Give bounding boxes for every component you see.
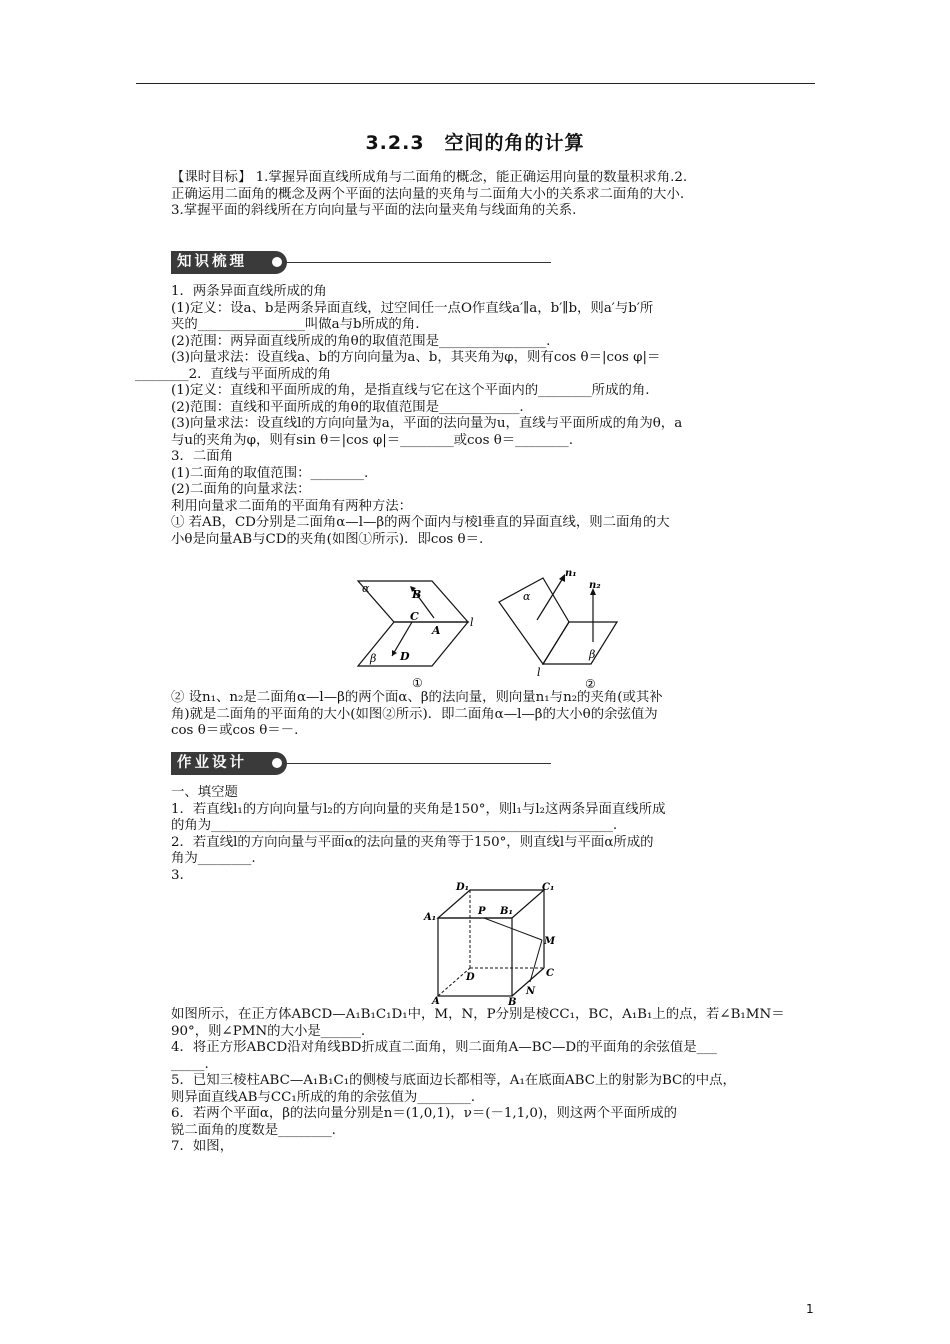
bullet-icon: [272, 257, 282, 267]
homework-block: [171, 785, 816, 884]
text-line: 则异面直线AB与CC₁所成的角的余弦值为________.: [171, 1089, 476, 1105]
text-line: (2)范围：两异面直线所成的角θ的取值范围是________________.: [171, 333, 551, 349]
text-line: 小θ是向量AB与CD的夹角(如图①所示)．即cos θ＝.: [171, 531, 484, 547]
fig2-label: l: [537, 666, 541, 679]
fig1-label: C: [410, 610, 419, 623]
text-line: cos θ＝或cos θ＝－.: [171, 723, 299, 738]
dihedral-figure-1: [352, 576, 488, 690]
fig1-label: B: [412, 588, 422, 601]
text-line: ________2．直线与平面所成的角: [135, 366, 331, 382]
banner-rule: [287, 262, 551, 263]
text-line: 7．如图，: [171, 1139, 234, 1154]
text-line: 3．二面角: [171, 449, 234, 464]
section-banner-knowledge: [171, 251, 551, 274]
cube-label: B₁: [500, 906, 513, 917]
fig2-caption: ②: [585, 677, 596, 690]
section-banner-homework: [171, 752, 551, 775]
fig2-label: n₂: [589, 580, 601, 591]
text-line: (2)二面角的向量求法：: [171, 482, 311, 497]
cube-label: B: [508, 997, 517, 1006]
section-label: 作业设计: [171, 752, 287, 775]
text-line: 5．已知三棱柱ABC—A₁B₁C₁的侧棱与底面边长都相等，A₁在底面ABC上的射影为BC的中点，: [171, 1073, 736, 1088]
objective-line: 3.掌握平面的斜线所在方向向量与平面的法向量夹角与线面角的关系.: [171, 203, 577, 218]
text-line: 90°，则∠PMN的大小是______.: [171, 1023, 366, 1039]
fig1-label: l: [470, 616, 474, 629]
text-line: 3.: [171, 867, 184, 883]
text-line: 4．将正方形ABCD沿对角线BD折成直二面角，则二面角A—BC—D的平面角的余弦值是___: [171, 1040, 717, 1055]
text-line: (3)向量求法：设直线l的方向向量为a，平面的法向量为u，直线与平面所成的角为θ，a: [171, 416, 683, 431]
fig1-label: α: [362, 582, 370, 595]
banner-rule: [287, 763, 551, 764]
homework-block-2: [171, 1007, 816, 1156]
objectives-block: [171, 170, 816, 220]
text-line: 一、填空题: [171, 785, 238, 800]
objective-line: 【课时目标】 1.掌握异面直线所成角与二面角的概念，能正确运用向量的数量积求角.2.: [171, 170, 688, 185]
text-line: 6．若两个平面α，β的法向量分别是n＝(1,0,1)，ν＝(－1,1,0)，则这两个平面所成的: [171, 1106, 678, 1121]
fig1-caption: ①: [412, 676, 423, 690]
text-line: (3)向量求法：设直线a、b的方向向量为a、b，其夹角为φ，则有cos θ＝|cos φ|＝: [171, 350, 661, 365]
text-line: 的角为____________________________________________________________.: [171, 818, 618, 833]
text-line: 利用向量求二面角的平面角有两种方法：: [171, 498, 413, 514]
fig2-label: β: [589, 648, 596, 661]
cube-label: C: [546, 968, 554, 979]
cube-label: P: [478, 906, 486, 917]
section-label: 知识梳理: [171, 251, 287, 274]
text-line: 2．若直线l的方向向量与平面α的法向量的夹角等于150°，则直线l与平面α所成的: [171, 834, 654, 850]
fig1-label: β: [370, 652, 377, 665]
cube-label: D₁: [456, 882, 470, 893]
text-line: 锐二面角的度数是________.: [171, 1122, 336, 1138]
text-line: (1)二面角的取值范围：________.: [171, 465, 369, 481]
fig1-label: A: [432, 624, 441, 637]
fig1-label: D: [400, 650, 410, 663]
fig2-label: α: [523, 590, 531, 603]
text-line: 角)就是二面角的平面角的大小(如图②所示)．即二面角α—l—β的大小θ的余弦值为: [171, 706, 658, 722]
text-line: 与u的夹角为φ，则有sin θ＝|cos φ|＝________或cos θ＝________.: [171, 432, 574, 448]
objective-line: 正确运用二面角的概念及两个平面的法向量的夹角与二面角大小的关系求二面角的大小.: [171, 186, 685, 202]
bullet-icon: [272, 758, 282, 768]
text-line: 1．若直线l₁的方向向量与l₂的方向向量的夹角是150°，则l₁与l₂这两条异面直线所成: [171, 801, 666, 817]
page-number: 1: [806, 1302, 814, 1316]
knowledge-block-2: [171, 690, 816, 740]
text-line: 1．两条异面直线所成的角: [171, 284, 327, 299]
dihedral-figure-2: [493, 564, 623, 690]
text-line: (2)范围：直线和平面所成的角θ的取值范围是____________.: [171, 399, 524, 415]
knowledge-block: [135, 284, 816, 548]
cube-label: C₁: [542, 882, 555, 893]
text-line: _____.: [171, 1056, 209, 1072]
fig2-label: n₁: [565, 568, 577, 579]
text-line: 夹的________________叫做a与b所成的角.: [171, 317, 420, 332]
cube-label: A₁: [424, 912, 437, 923]
text-line: 角为________.: [171, 851, 256, 866]
cube-label: M: [544, 936, 556, 947]
cube-label: N: [526, 986, 536, 997]
text-line: (1)定义：设a、b是两条异面直线，过空间任一点O作直线a′∥a，b′∥b，则a′与b′所: [171, 300, 654, 316]
cube-label: D: [466, 972, 475, 983]
header-rule: [136, 83, 815, 84]
text-line: ② 设n₁、n₂是二面角α—l—β的两个面α、β的法向量，则向量n₁与n₂的夹角(或其补: [171, 690, 663, 705]
text-line: ① 若AB，CD分别是二面角α—l—β的两个面内与棱l垂直的异面直线，则二面角的大: [171, 515, 670, 530]
text-line: (1)定义：直线和平面所成的角，是指直线与它在这个平面内的________所成的角.: [171, 383, 650, 398]
cube-figure: [422, 882, 562, 1006]
cube-label: A: [432, 996, 440, 1006]
page-title: 3.2.3 空间的角的计算: [365, 132, 585, 154]
text-line: 如图所示，在正方体ABCD—A₁B₁C₁D₁中，M，N，P分别是棱CC₁，BC，A₁B₁上的点，若∠B₁MN＝: [171, 1007, 785, 1022]
